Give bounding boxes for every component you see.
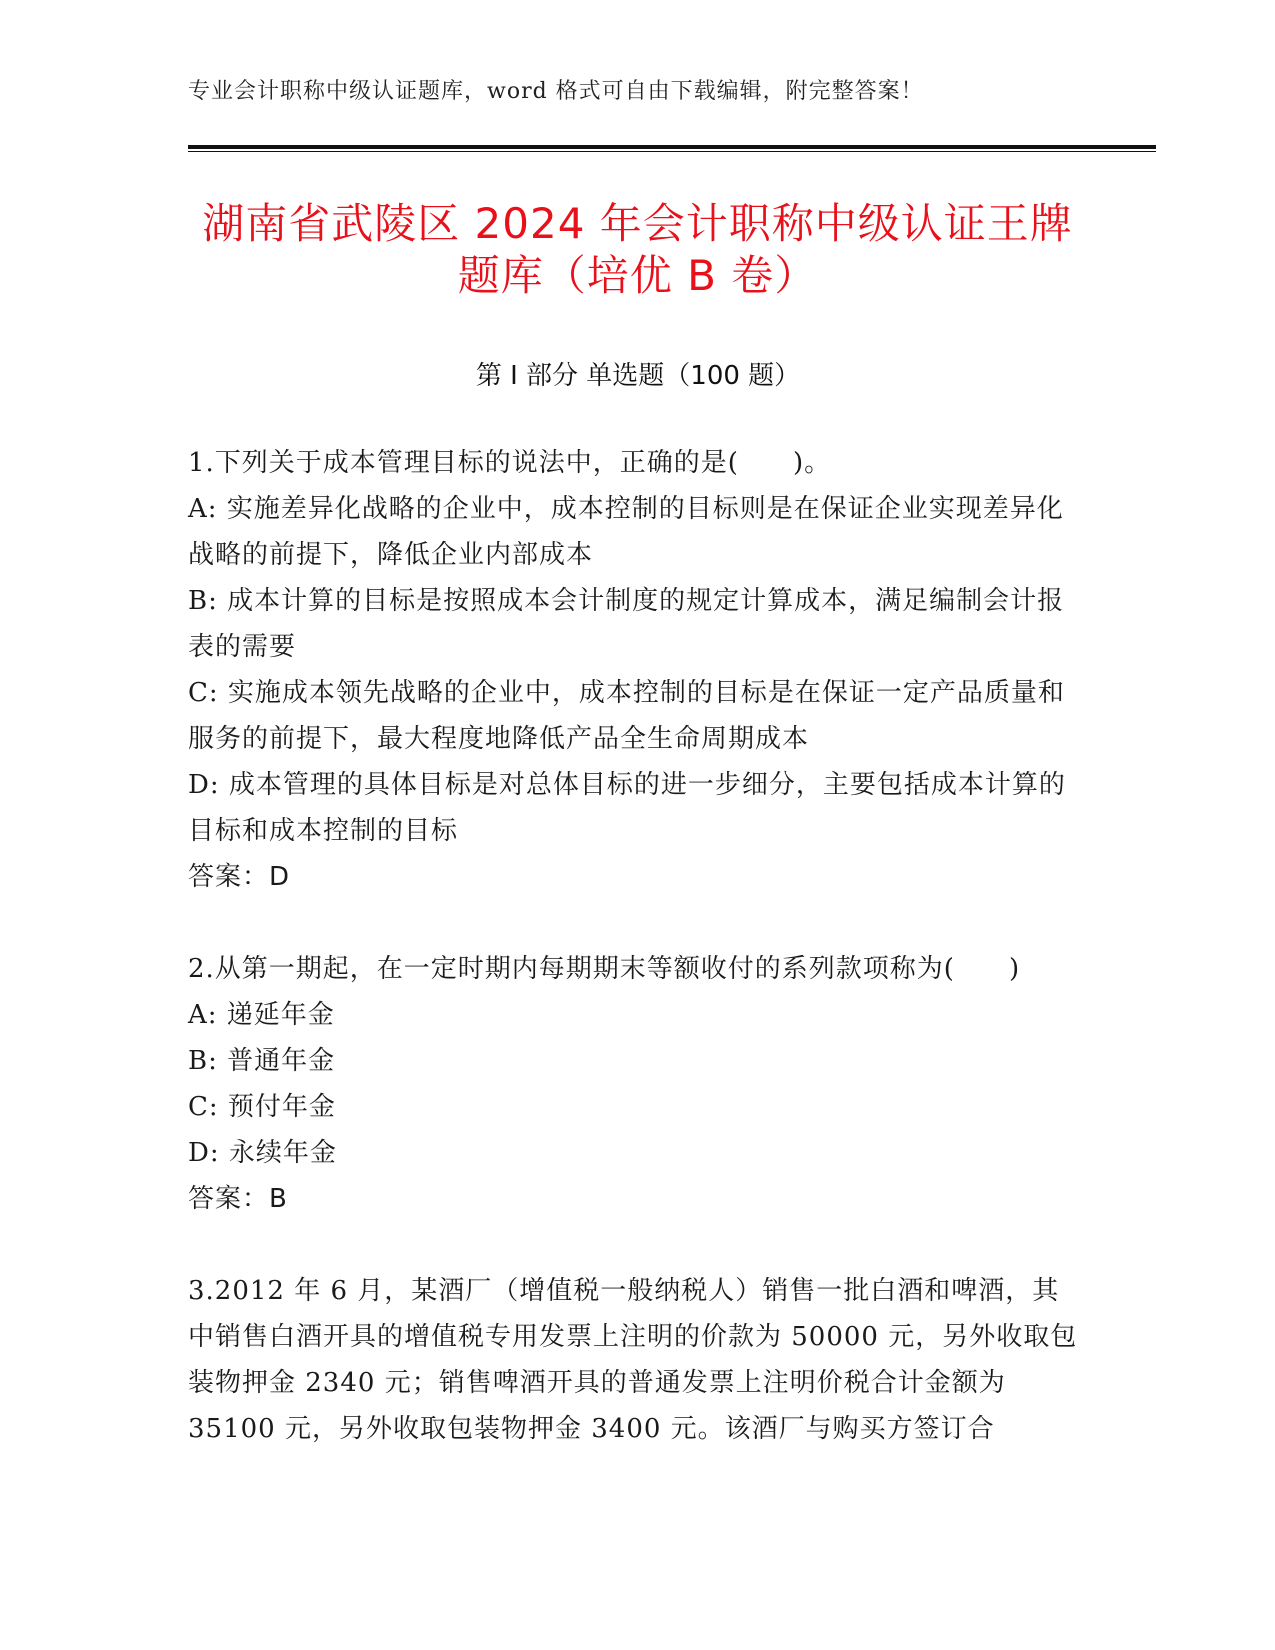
question-stem: 1.下列关于成本管理目标的说法中，正确的是( )。 xyxy=(188,448,832,478)
question-3 xyxy=(188,1268,1078,1452)
option-d: D: 永续年金 xyxy=(188,1138,337,1168)
answer: 答案：B xyxy=(188,1184,288,1214)
section-heading: 第 I 部分 单选题（100 题） xyxy=(475,361,801,391)
question-stem: 2.从第一期起，在一定时期内每期期末等额收付的系列款项称为( ) xyxy=(188,954,1021,984)
option-b: B: 普通年金 xyxy=(188,1046,336,1076)
answer: 答案：D xyxy=(188,862,291,892)
question-list xyxy=(188,440,1078,1498)
option-d: D: 成本管理的具体目标是对总体目标的进一步细分，主要包括成本计算的目标和成本控制的目标 xyxy=(188,770,1066,846)
header-rule-thick xyxy=(188,145,1156,149)
title-line-1: 湖南省武陵区 2024 年会计职称中级认证王牌 xyxy=(202,199,1073,248)
question-stem: 3.2012 年 6 月，某酒厂（增值税一般纳税人）销售一批白酒和啤酒，其中销售白酒开具的增值税专用发票上注明的价款为 50000 元，另外收取包装物押金 2340 元；销售啤酒开具的普通发票上注明价税合计金额为 35100 元，另外收取包装物押金 3400 元。该酒厂与购买方签订合 xyxy=(188,1276,1078,1444)
header-note: 专业会计职称中级认证题库，word 格式可自由下载编辑，附完整答案！ xyxy=(188,79,924,104)
option-c: C: 实施成本领先战略的企业中，成本控制的目标是在保证一定产品质量和服务的前提下，最大程度地降低产品全生命周期成本 xyxy=(188,678,1065,754)
document-title xyxy=(170,198,1105,302)
title-line-2: 题库（培优 B 卷） xyxy=(457,251,818,300)
header-rule-thin xyxy=(188,151,1156,152)
question-2 xyxy=(188,946,1078,1222)
question-1 xyxy=(188,440,1078,900)
option-c: C: 预付年金 xyxy=(188,1092,336,1122)
option-a: A: 递延年金 xyxy=(188,1000,335,1030)
option-b: B: 成本计算的目标是按照成本会计制度的规定计算成本，满足编制会计报表的需要 xyxy=(188,586,1065,662)
option-a: A: 实施差异化战略的企业中，成本控制的目标则是在保证企业实现差异化战略的前提下，降低企业内部成本 xyxy=(188,494,1064,570)
